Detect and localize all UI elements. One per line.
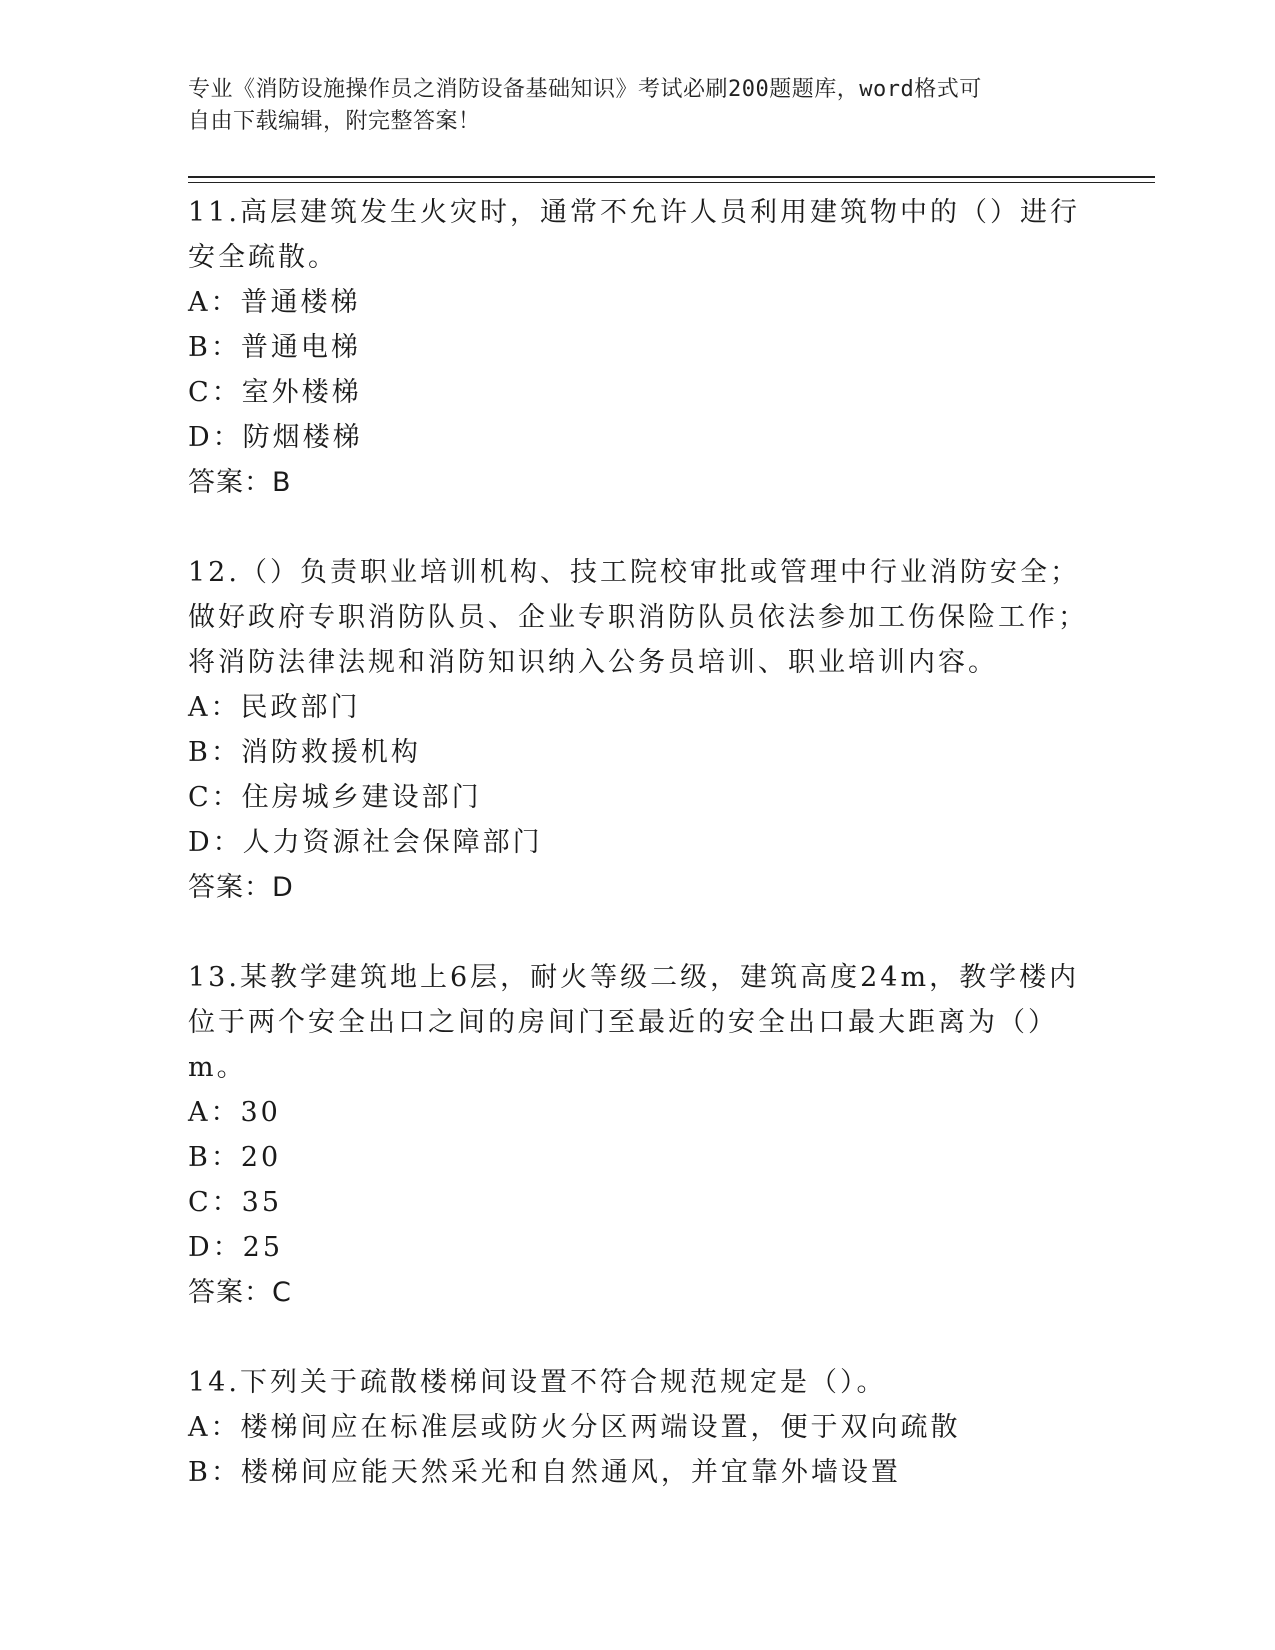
option-a: A：楼梯间应在标准层或防火分区两端设置，便于双向疏散 [188,1412,961,1443]
document-header [188,74,1088,138]
option-a: A：30 [188,1097,281,1128]
answer: 答案：C [188,1277,292,1308]
option-c: C：室外楼梯 [188,377,362,408]
question-stem: 11.高层建筑发生火灾时，通常不允许人员利用建筑物中的（）进行安全疏散。 [188,197,1080,273]
question-list [188,190,1088,1495]
question-11 [188,190,1088,506]
option-a: A：民政部门 [188,692,361,723]
header-rule-thin [188,182,1155,183]
option-a: A：普通楼梯 [188,287,361,318]
question-14 [188,1360,1088,1495]
question-13 [188,955,1088,1316]
option-c: C：住房城乡建设部门 [188,782,482,813]
question-spacer [188,506,1088,550]
option-b: B：20 [188,1142,282,1173]
option-b: B：楼梯间应能天然采光和自然通风，并宜靠外墙设置 [188,1457,901,1488]
question-stem: 12.（）负责职业培训机构、技工院校审批或管理中行业消防安全；做好政府专职消防队员、企业专职消防队员依法参加工伤保险工作；将消防法律法规和消防知识纳入公务员培训、职业培训内容。 [188,557,1088,678]
header-line-2: 自由下载编辑，附完整答案！ [188,109,481,134]
option-d: D：人力资源社会保障部门 [188,827,543,858]
option-c: C：35 [188,1187,283,1218]
option-d: D：防烟楼梯 [188,422,363,453]
header-rule-thick [188,176,1155,178]
question-stem: 14.下列关于疏散楼梯间设置不符合规范规定是（）。 [188,1367,887,1398]
option-b: B：普通电梯 [188,332,361,363]
question-spacer [188,911,1088,955]
question-spacer [188,1316,1088,1360]
header-line-1: 专业《消防设施操作员之消防设备基础知识》考试必刷200题题库，word格式可 [188,77,982,102]
option-b: B：消防救援机构 [188,737,421,768]
question-stem: 13.某教学建筑地上6层，耐火等级二级，建筑高度24m，教学楼内位于两个安全出口之间的房间门至最近的安全出口最大距离为（）m。 [188,962,1080,1083]
option-d: D：25 [188,1232,284,1263]
answer: 答案：D [188,872,294,903]
answer: 答案：B [188,467,292,498]
question-12 [188,550,1088,911]
